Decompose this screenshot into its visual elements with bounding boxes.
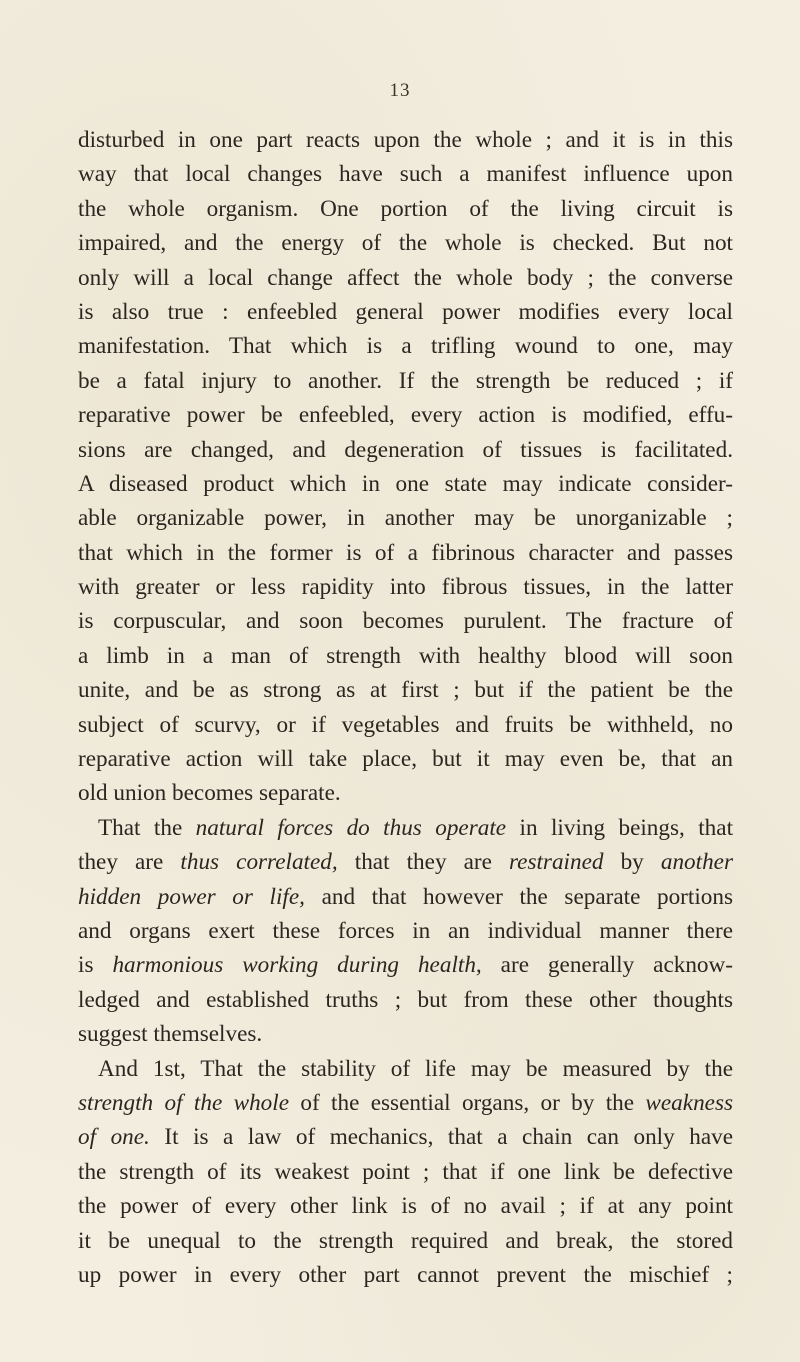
italic-text: thus correlated, <box>180 849 338 876</box>
italic-text: weakness <box>645 1089 733 1116</box>
text-run: It is a law of mechanics, that a chain can only have <box>149 1124 733 1151</box>
text-run: be a fatal injury to another. If the strength be reduced ; if <box>78 367 733 394</box>
text-run: That the <box>98 814 196 841</box>
text-run: and organs exert these forces in an individual manner there <box>78 917 733 944</box>
text-line <box>78 536 733 570</box>
text-line <box>78 742 733 776</box>
text-run: impaired, and the energy of the whole is checked. But not <box>78 230 733 257</box>
text-run: is <box>78 952 113 979</box>
text-line <box>78 811 733 845</box>
text-run: ledged and established truths ; but from these other thoughts <box>78 986 733 1013</box>
italic-text: another <box>660 849 733 876</box>
text-run: disturbed in one part reacts upon the whole ; and it is in this <box>78 127 733 153</box>
text-run: A diseased product which in one state may indicate consider- <box>78 470 733 497</box>
text-line <box>78 226 733 260</box>
text-run: by <box>603 849 661 876</box>
italic-text: of one. <box>78 1124 150 1151</box>
text-line <box>78 604 733 638</box>
text-run: in living beings, that <box>506 814 734 841</box>
text-line <box>78 1052 733 1086</box>
text-run: they are <box>78 849 181 876</box>
text-run: that they are <box>337 849 510 876</box>
italic-text: restrained <box>509 849 604 876</box>
text-line <box>78 433 733 467</box>
italic-text: hidden power or life, <box>78 883 305 910</box>
text-line <box>78 914 733 948</box>
text-run: subject of scurvy, or if vegetables and fruits be withheld, no <box>78 711 733 738</box>
text-run: suggest themselves. <box>78 1021 263 1048</box>
text-run: a limb in a man of strength with healthy blood will soon <box>78 642 733 669</box>
text-line <box>78 1120 733 1154</box>
text-line <box>78 1155 733 1189</box>
text-run: and that however the separate portions <box>304 883 733 910</box>
text-line <box>78 673 733 707</box>
text-run: reparative power be enfeebled, every action is modified, effu- <box>78 402 733 429</box>
text-run: that which in the former is of a fibrinous character and passes <box>78 539 733 566</box>
text-run: unite, and be as strong as at first ; but if the patient be the <box>78 677 733 704</box>
text-line <box>78 1017 733 1051</box>
text-run: are generally acknow- <box>481 952 733 979</box>
text-run: the power of every other link is of no avail ; if at any point <box>78 1193 733 1220</box>
text-run: sions are changed, and degeneration of tissues is facilitated. <box>78 436 733 463</box>
text-line <box>78 261 733 295</box>
text-run: the whole organism. One portion of the living circuit is <box>78 195 733 222</box>
text-line <box>78 467 733 501</box>
body-text <box>78 123 733 1292</box>
text-run: it be unequal to the strength required and break, the stored <box>78 1227 733 1254</box>
italic-text: harmonious working during health, <box>112 952 482 979</box>
text-run: of the essential organs, or by the <box>289 1089 646 1116</box>
italic-text: natural forces do thus operate <box>195 814 507 841</box>
text-run: able organizable power, in another may be unorganizable ; <box>78 505 733 532</box>
text-line <box>78 1224 733 1258</box>
text-line <box>78 1086 733 1120</box>
page-number: 13 <box>389 80 411 101</box>
text-line <box>78 192 733 226</box>
text-run: manifestation. That which is a trifling wound to one, may <box>78 333 733 360</box>
text-line <box>78 1258 733 1292</box>
text-run: And 1st, That the stability of life may be measured by the <box>98 1055 733 1082</box>
text-run: way that local changes have such a manifest influence upon <box>78 161 733 188</box>
text-line <box>78 364 733 398</box>
text-line <box>78 295 733 329</box>
text-line <box>78 501 733 535</box>
italic-text: strength of the whole <box>78 1089 289 1116</box>
text-run: is also true : enfeebled general power modifies every local <box>78 298 733 325</box>
text-line <box>78 398 733 432</box>
text-line <box>78 776 733 810</box>
text-run: up power in every other part cannot prevent the mischief ; <box>78 1261 733 1288</box>
text-line <box>78 570 733 604</box>
text-run: is corpuscular, and soon becomes purulent. The fracture of <box>78 608 733 635</box>
text-run: only will a local change affect the whole body ; the converse <box>78 264 733 291</box>
text-run: reparative action will take place, but it may even be, that an <box>78 746 733 773</box>
text-line <box>78 845 733 879</box>
text-line <box>78 123 733 157</box>
text-line <box>78 708 733 742</box>
text-line <box>78 1189 733 1223</box>
text-line <box>78 880 733 914</box>
text-run: the strength of its weakest point ; that if one link be defective <box>78 1158 733 1185</box>
text-line <box>78 157 733 191</box>
text-run: old union becomes separate. <box>78 780 341 807</box>
text-line <box>78 983 733 1017</box>
text-run: with greater or less rapidity into fibrous tissues, in the latter <box>78 574 733 601</box>
text-line <box>78 329 733 363</box>
text-line <box>78 639 733 673</box>
text-line <box>78 948 733 982</box>
